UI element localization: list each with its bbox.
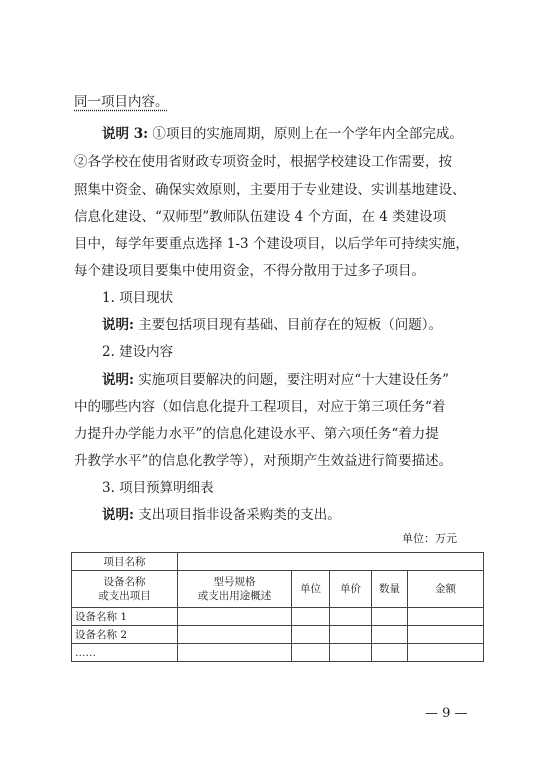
section-3-note bbox=[102, 505, 492, 525]
continued-text: 同一项目内容。 bbox=[74, 94, 169, 110]
header-model bbox=[178, 571, 292, 608]
section-2-title: 2. 建设内容 bbox=[102, 344, 174, 360]
note-text: 主要包括项目现有基础、目前存在的短板（问题）。 bbox=[133, 317, 443, 333]
row-cell bbox=[292, 644, 330, 662]
row-cell bbox=[372, 644, 408, 662]
note-3-text: ①项目的实施周期，原则上在一个学年内全部完成。 bbox=[148, 126, 463, 142]
note-label: 说明: bbox=[102, 317, 134, 333]
row-cell bbox=[330, 644, 372, 662]
page-number: — 9 — bbox=[425, 706, 468, 721]
row-cell bbox=[408, 608, 484, 626]
row-item-name: …… bbox=[72, 644, 178, 662]
header-quantity: 数量 bbox=[372, 571, 408, 608]
note-text: 实施项目要解决的问题，要注明对应“十大建设任务” bbox=[133, 372, 450, 388]
header-amount: 金额 bbox=[408, 571, 484, 608]
budget-table bbox=[71, 552, 484, 662]
paragraph-line bbox=[74, 92, 484, 112]
header-unit: 单位 bbox=[292, 571, 330, 608]
row-cell bbox=[408, 626, 484, 644]
unit-label: 单位：万元 bbox=[402, 532, 457, 545]
note-3-label: 说明 3: bbox=[102, 126, 149, 142]
paragraph-line: 信息化建设、“双师型”教师队伍建设 4 个方面，在 4 类建设项 bbox=[74, 209, 447, 225]
project-name-label: 项目名称 bbox=[72, 553, 178, 571]
header-model-line-1: 型号规格 bbox=[213, 576, 256, 588]
table-row bbox=[72, 644, 484, 662]
section-2-note bbox=[102, 370, 492, 390]
row-cell bbox=[408, 644, 484, 662]
row-cell bbox=[372, 608, 408, 626]
row-cell bbox=[292, 608, 330, 626]
table-row bbox=[72, 608, 484, 626]
paragraph-line: 目中，每学年要重点选择 1-3 个建设项目，以后学年可持续实施， bbox=[74, 236, 469, 252]
row-cell bbox=[178, 626, 292, 644]
note-3-line bbox=[102, 124, 492, 144]
row-cell bbox=[330, 626, 372, 644]
project-name-row bbox=[72, 553, 484, 571]
table-row bbox=[72, 626, 484, 644]
section-1-note bbox=[102, 315, 492, 335]
header-model-line-2: 或支出用途概述 bbox=[197, 590, 272, 602]
paragraph-line: 中的哪些内容（如信息化提升工程项目，对应于第三项任务“着 bbox=[74, 399, 446, 415]
row-cell bbox=[178, 644, 292, 662]
header-equipment-line-1: 设备名称 bbox=[103, 576, 146, 588]
paragraph-line: ②各学校在使用省财政专项资金时，根据学校建设工作需要，按 bbox=[74, 154, 452, 170]
section-1-title: 1. 项目现状 bbox=[102, 290, 174, 306]
header-equipment bbox=[72, 571, 178, 608]
table-header-row bbox=[72, 571, 484, 608]
section-3-title: 3. 项目预算明细表 bbox=[102, 480, 214, 496]
row-cell bbox=[292, 626, 330, 644]
row-cell bbox=[330, 608, 372, 626]
row-cell bbox=[372, 626, 408, 644]
paragraph-line: 照集中资金、确保实效原则，主要用于专业建设、实训基地建设、 bbox=[74, 182, 466, 198]
row-cell bbox=[178, 608, 292, 626]
project-name-value bbox=[178, 553, 484, 571]
paragraph-line: 每个建设项目要集中使用资金，不得分散用于过多子项目。 bbox=[74, 263, 425, 279]
header-price: 单价 bbox=[330, 571, 372, 608]
row-item-name: 设备名称 2 bbox=[72, 626, 178, 644]
note-label: 说明: bbox=[102, 372, 134, 388]
header-equipment-line-2: 或支出项目 bbox=[98, 590, 151, 602]
paragraph-line: 力提升办学能力水平”的信息化建设水平、第六项任务“着力提 bbox=[74, 426, 439, 442]
note-label: 说明: bbox=[102, 507, 134, 523]
paragraph-line: 升教学水平”的信息化教学等），对预期产生效益进行简要描述。 bbox=[74, 453, 453, 469]
row-item-name: 设备名称 1 bbox=[72, 608, 178, 626]
note-text: 支出项目指非设备采购类的支出。 bbox=[133, 507, 341, 523]
